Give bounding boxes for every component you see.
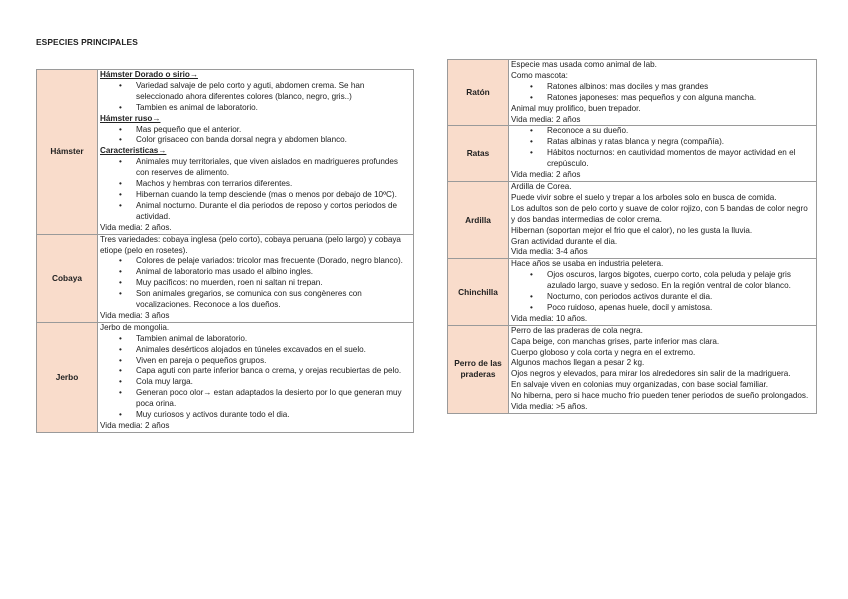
bullet-list	[100, 81, 410, 114]
description-line: Vida media: 2 años	[511, 114, 581, 124]
bullet-item: • Reconoce a su dueño.	[547, 126, 813, 137]
bullet-item: • Animal de laboratorio mas usado el albino ingles.	[136, 267, 410, 278]
species-name: Jerbo	[37, 322, 98, 432]
bullet-item: • Hibernan cuando la temp desciende (mas o menos por debajo de 10ºC).	[136, 190, 410, 201]
description-line: Perro de las praderas de cola negra.	[511, 325, 643, 335]
description-line: Los adultos son de pelo corto y suave de color rojizo, con 5 bandas de color negro y dos bandas intermedias de color crema.	[511, 203, 808, 224]
species-row-hamster	[37, 70, 414, 235]
bullet-item: • Animales muy territoriales, que viven aislados en madrigueres profundes con reserves de alimento.	[136, 157, 410, 179]
description-line: Vida media: 10 años.	[511, 313, 588, 323]
species-name: Ardilla	[448, 181, 509, 258]
species-description	[509, 126, 817, 182]
species-name: Perro de las praderas	[448, 325, 509, 413]
species-description	[98, 70, 414, 235]
bullet-list	[511, 82, 813, 104]
bullet-item: • Capa aguti con parte inferior banca o crema, y orejas recubiertas de pelo.	[136, 366, 410, 377]
description-line: Vida media: 2 años	[511, 170, 581, 180]
bullet-item: • Ratones albinos: mas dociles y mas grandes	[547, 82, 813, 93]
species-row-ratas	[448, 126, 817, 182]
species-description	[98, 322, 414, 432]
description-line: En salvaje viven en colonias muy organizadas, con base social familiar.	[511, 380, 768, 390]
description-line: Vida media: 2 años.	[100, 222, 172, 232]
bullet-item: • Animal nocturno. Durante el dia periodos de reposo y cortos periodos de actividad.	[136, 201, 410, 223]
bullet-item: • Muy curiosos y activos durante todo el dia.	[136, 410, 410, 421]
species-name: Hámster	[37, 70, 98, 235]
bullet-item: • Ojos oscuros, largos bigotes, cuerpo corto, cola peluda y pelaje gris azulado largo, suave y sedoso. En la región ventral de color blanco.	[547, 270, 813, 292]
bullet-item: • Viven en pareja o pequeños grupos.	[136, 356, 410, 367]
species-row-raton	[448, 60, 817, 126]
description-line: Como mascota:	[511, 70, 568, 80]
description-line: No hiberna, pero si hace mucho frio pueden tener periodos de sueño prolongados.	[511, 391, 809, 401]
species-table-left	[36, 69, 414, 433]
description-line: Gran actividad durante el dia.	[511, 236, 618, 246]
bullet-item: • Tambien es animal de laboratorio.	[136, 103, 410, 114]
bullet-list	[100, 334, 410, 421]
species-description	[98, 234, 414, 322]
description-line: Especie mas usada como animal de lab.	[511, 60, 657, 69]
bullet-item: • Poco ruidoso, apenas huele, docil y amistosa.	[547, 303, 813, 314]
bullet-item: • Machos y hembras con terrarios diferentes.	[136, 179, 410, 190]
description-line: Cuerpo globoso y cola corta y negra en el extremo.	[511, 347, 696, 357]
section-heading: Caracteristicas→	[100, 146, 167, 156]
bullet-item: • Ratones japoneses: mas pequeños y con alguna mancha.	[547, 93, 813, 104]
description-line: Vida media: 3-4 años	[511, 247, 588, 257]
species-row-chinchilla	[448, 259, 817, 325]
species-name: Ratas	[448, 126, 509, 182]
description-line: Vida media: >5 años.	[511, 402, 588, 412]
bullet-list	[511, 126, 813, 170]
description-line: Vida media: 3 años	[100, 310, 170, 320]
page-title: ESPECIES PRINCIPALES	[36, 37, 138, 47]
bullet-list	[100, 256, 410, 311]
species-name: Chinchilla	[448, 259, 509, 325]
description-line: Hibernan (soportan mejor el frio que el calor), no les gusta la lluvia.	[511, 225, 753, 235]
species-row-perro-de-las-praderas	[448, 325, 817, 413]
section-heading: Hámster Dorado o sirio→	[100, 70, 198, 79]
species-description	[509, 181, 817, 258]
description-line: Ojos negros y elevados, para mirar los alrededores sin salir de la madriguera.	[511, 369, 791, 379]
bullet-item: • Animales desérticos alojados en túneles excavados en el suelo.	[136, 345, 410, 356]
bullet-item: • Cola muy larga.	[136, 377, 410, 388]
bullet-item: • Hábitos nocturnos: en cautividad momentos de mayor actividad en el crepúsculo.	[547, 148, 813, 170]
section-heading: Hámster ruso→	[100, 113, 161, 123]
bullet-item: • Ratas albinas y ratas blanca y negra (compañía).	[547, 137, 813, 148]
description-line: Vida media: 2 años	[100, 421, 170, 430]
species-row-cobaya	[37, 234, 414, 322]
bullet-item: • Color grisaceo con banda dorsal negra y abdomen blanco.	[136, 135, 410, 146]
bullet-list	[100, 125, 410, 147]
description-line: Tres variedades: cobaya inglesa (pelo corto), cobaya peruana (pelo largo) y cobaya etiope (pelo en rosetes).	[100, 234, 401, 255]
description-line: Animal muy prolifico, buen trepador.	[511, 103, 641, 113]
bullet-item: • Muy pacificos: no muerden, roen ni saltan ni trepan.	[136, 278, 410, 289]
species-description	[509, 325, 817, 413]
bullet-item: • Mas pequeño que el anterior.	[136, 125, 410, 136]
bullet-list	[511, 270, 813, 314]
species-description	[509, 60, 817, 126]
bullet-list	[100, 157, 410, 222]
bullet-item: • Variedad salvaje de pelo corto y aguti, abdomen crema. Se han seleccionado ahora diferentes colores (blanco, negro, gris..)	[136, 81, 410, 103]
species-name: Ratón	[448, 60, 509, 126]
description-line: Ardilla de Corea.	[511, 181, 572, 191]
bullet-item: • Son animales gregarios, se comunica con sus congèneres con vocalizaciones. Reconoce a los dueños.	[136, 289, 410, 311]
description-line: Hace años se usaba en industria peletera.	[511, 259, 664, 269]
bullet-item: • Generan poco olor→ estan adaptados la desierto por lo que generan muy poca orina.	[136, 388, 410, 410]
description-line: Algunos machos llegan a pesar 2 kg.	[511, 358, 645, 368]
species-table-right	[447, 59, 817, 414]
bullet-item: • Nocturno, con periodos activos durante el dia.	[547, 292, 813, 303]
species-name: Cobaya	[37, 234, 98, 322]
description-line: Jerbo de mongolia.	[100, 322, 170, 332]
species-row-ardilla	[448, 181, 817, 258]
description-line: Capa beige, con manchas grises, parte inferior mas clara.	[511, 336, 720, 346]
bullet-item: • Tambien animal de laboratorio.	[136, 334, 410, 345]
species-description	[509, 259, 817, 325]
description-line: Puede vivir sobre el suelo y trepar a los arboles solo en busca de comida.	[511, 192, 777, 202]
bullet-item: • Colores de pelaje variados: tricolor mas frecuente (Dorado, negro blanco).	[136, 256, 410, 267]
species-row-jerbo	[37, 322, 414, 432]
